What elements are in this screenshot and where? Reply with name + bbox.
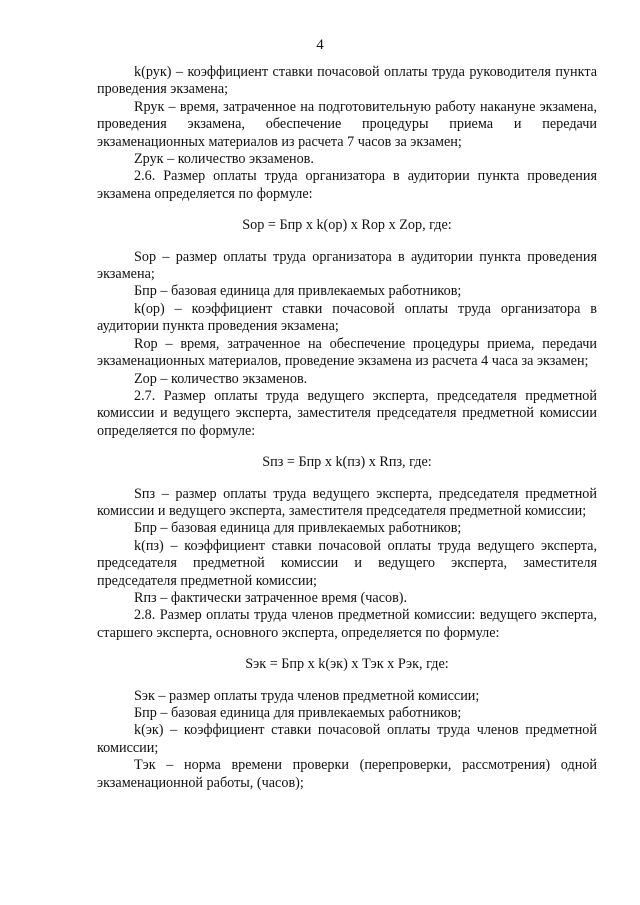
paragraph-r-or: Rор – время, затраченное на обеспечение процедуры приема, передачи экзаменационных материалов, проведение экзамена из расчета 4 часа за экзамен;: [97, 335, 597, 370]
paragraph-s-or: Sор – размер оплаты труда организатора в аудитории пункта проведения экзамена;: [97, 248, 597, 283]
paragraph-bpr-3: Бпр – базовая единица для привлекаемых работников;: [134, 705, 462, 721]
paragraph-k-pz: k(пз) – коэффициент ставки почасовой оплаты труда ведущего эксперта, председателя предметной комиссии и ведущего эксперта, заместителя председателя предметной комиссии;: [97, 537, 597, 589]
document-body: [97, 64, 597, 792]
paragraph-section-2-8: 2.8. Размер оплаты труда членов предметной комиссии: ведущего эксперта, старшего эксперта, основного эксперта, определяется по формуле:: [97, 607, 597, 641]
paragraph-z-ruk: Zрук – количество экзаменов.: [134, 151, 314, 168]
paragraph-bpr-2: Бпр – базовая единица для привлекаемых работников;: [134, 520, 462, 537]
paragraph-z-or: Zор – количество экзаменов.: [134, 370, 308, 387]
paragraph-k-or: k(ор) – коэффициент ставки почасовой оплаты труда организатора в аудитории пункта проведения экзамена;: [97, 300, 597, 335]
paragraph-section-2-6: 2.6. Размер оплаты труда организатора в аудитории пункта проведения экзамена определяется по формуле:: [97, 168, 597, 202]
paragraph-s-pz: Sпз – размер оплаты труда ведущего эксперта, председателя предметной комиссии и ведущего эксперта, заместителя председателя предметной комиссии;: [97, 485, 597, 519]
paragraph-k-ek: k(эк) – коэффициент ставки почасовой оплаты труда членов предметной комиссии;: [97, 722, 597, 756]
page-number: 4: [316, 37, 324, 53]
paragraph-section-2-7: 2.7. Размер оплаты труда ведущего эксперта, председателя предметной комиссии и ведущего эксперта, заместителя председателя предметной комиссии определяется по формуле:: [97, 387, 597, 439]
formula-commission-payment: Sэк = Бпр х k(эк) х Тэк х Рэк, где:: [245, 656, 449, 673]
paragraph-r-pz: Rпз – фактически затраченное время (часов).: [134, 589, 408, 606]
paragraph-t-ek: Тэк – норма времени проверки (перепроверки, рассмотрения) одной экзаменационной работы, (часов);: [97, 757, 597, 791]
formula-chair-payment: Sпз = Бпр х k(пз) х Rпз, где:: [262, 454, 432, 471]
paragraph-s-ek: Sэк – размер оплаты труда членов предметной комиссии;: [134, 687, 480, 704]
paragraph-k-ruk: k(рук) – коэффициент ставки почасовой оплаты труда руководителя пункта проведения экзамена;: [97, 64, 597, 98]
paragraph-bpr-1: Бпр – базовая единица для привлекаемых работников;: [134, 283, 462, 300]
formula-organizer-payment: Sор = Бпр х k(ор) х Rор х Zор, где:: [242, 217, 452, 234]
paragraph-r-ruk: Rрук – время, затраченное на подготовительную работу накануне экзамена, проведения экзамена, обеспечение процедуры приема и передачи экзаменационных материалов из расчета 7 часов за экзамен;: [97, 98, 597, 150]
